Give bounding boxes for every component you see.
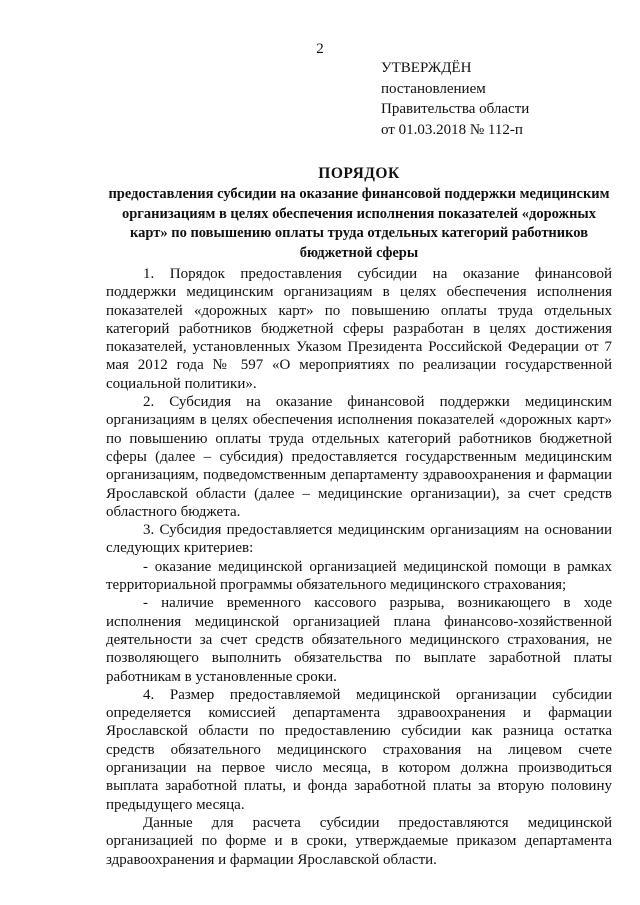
- approval-line: постановлением: [381, 80, 486, 97]
- page-number: 2: [316, 41, 324, 57]
- paragraph: 2. Субсидия на оказание финансовой поддержки медицинским организациям в целях обеспечения исполнения показателей «дорожных карт» по повышению оплаты труда отдельных категорий работников бюджетной сферы (далее – субсидия) предоставляется государственным медицинским организациям, подведомственным департаменту здравоохранения и фармации Ярославской области (далее – медицинские организации), за счет средств областного бюджета.: [106, 394, 612, 520]
- list-item: - оказание медицинской организацией медицинской помощи в рамках территориальной программы обязательного медицинского страхования;: [106, 558, 612, 594]
- paragraph: 4. Размер предоставляемой медицинской организации субсидии определяется комиссией департамента здравоохранения и фармации Ярославской области по предоставлению субсидии как разница остатка средств обязательного медицинского страхования на лицевом счете организации на первое число месяца, в котором должна производиться выплата заработной платы, и фонда заработной платы за вторую половину предыдущего месяца.: [106, 686, 612, 813]
- approval-stamp: [381, 58, 529, 140]
- document-body: [106, 265, 612, 869]
- paragraph: 1. Порядок предоставления субсидии на оказание финансовой поддержки медицинским организациям в целях обеспечения исполнения показателей «дорожных карт» по повышению оплаты труда отдельных категорий работников бюджетной сферы разработан в целях достижения показателей, установленных Указом Президента Российской Федерации от 7 мая 2012 года № 597 «О мероприятиях по реализации государственной социальной политики».: [106, 266, 612, 392]
- approval-heading: УТВЕРЖДЁН: [381, 60, 472, 76]
- list-item: - наличие временного кассового разрыва, возникающего в ходе исполнения медицинской организацией плана финансово-хозяйственной деятельности за счет средств обязательного медицинского страхования, не позволяющего выполнить обязательства по выплате заработной платы работникам в установленные сроки.: [106, 595, 612, 685]
- document-heading: [106, 164, 612, 263]
- approval-date-number: от 01.03.2018 № 112-п: [381, 121, 523, 138]
- paragraph: 3. Субсидия предоставляется медицинским организациям на основании следующих критериев:: [106, 522, 612, 557]
- paragraph: Данные для расчета субсидии предоставляются медицинской организацией по форме и в сроки, утверждаемые приказом департамента здравоохранения и фармации Ярославской области.: [106, 814, 612, 868]
- approval-line: Правительства области: [381, 101, 530, 117]
- document-subtitle: предоставления субсидии на оказание финансовой поддержки медицинским организациям в целях обеспечения исполнения показателей «дорожных карт» по повышению оплаты труда отдельных категорий работников бюджетной сферы: [108, 186, 610, 261]
- document-title: ПОРЯДОК: [318, 165, 400, 182]
